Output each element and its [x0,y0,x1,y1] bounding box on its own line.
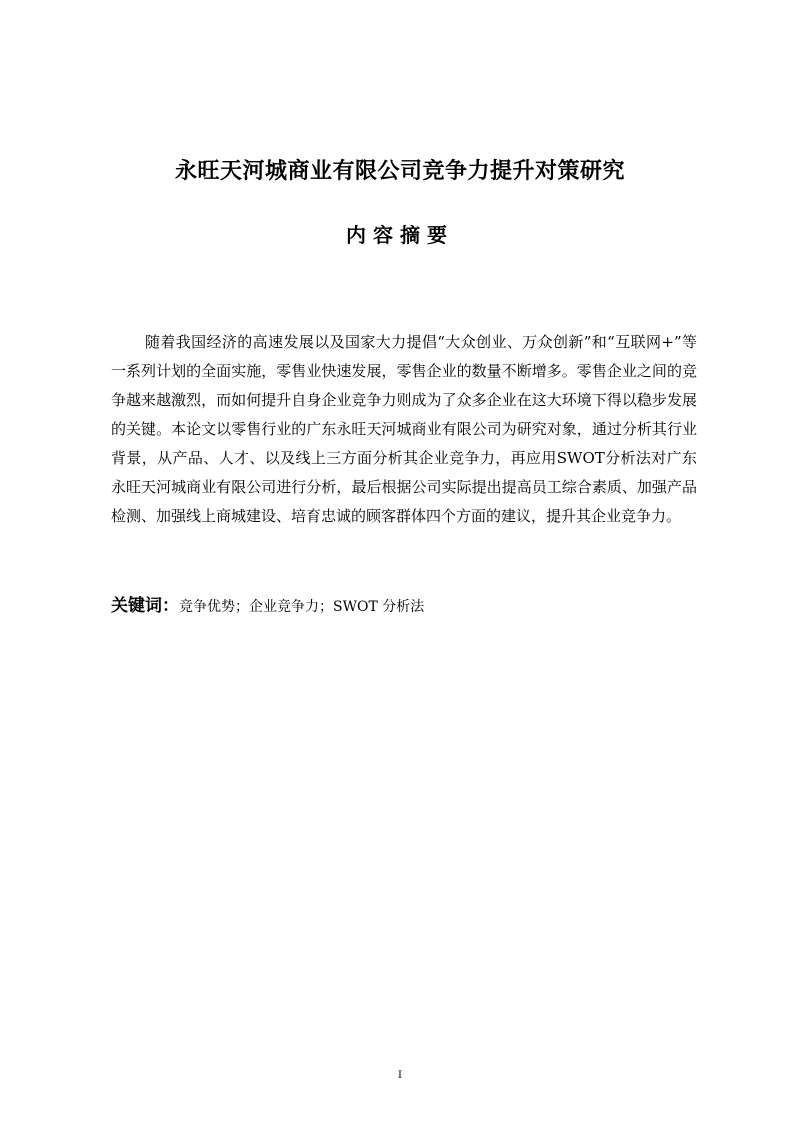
keywords-label: 关键词： [111,596,179,616]
page-number: I [398,1070,402,1081]
abstract-heading: 内容摘要 [346,223,454,247]
keywords-text: 竞争优势；企业竞争力；SWOT 分析法 [179,599,425,615]
abstract-body: 随着我国经济的高速发展以及国家大力提倡“大众创业、万众创新”和“互联网+”等一系列计划的全面实施，零售业快速发展，零售企业的数量不断增多。零售企业之间的竞争越来越激烈，而如何提升自身企业竞争力则成为了众多企业在这大环境下得以稳步发展的关键。本论文以零售行业的广东永旺天河城商业有限公司为研究对象，通过分析其行业背景，从产品、人才、以及线上三方面分析其企业竞争力，再应用SWOT分析法对广东永旺天河城商业有限公司进行分析，最后根据公司实际提出提高员工综合素质、加强产品检测、加强线上商城建设、培育忠诚的顾客群体四个方面的建议，提升其企业竞争力。 [111,333,697,525]
keywords-line [111,592,697,621]
document-title: 永旺天河城商业有限公司竞争力提升对策研究 [174,159,625,184]
